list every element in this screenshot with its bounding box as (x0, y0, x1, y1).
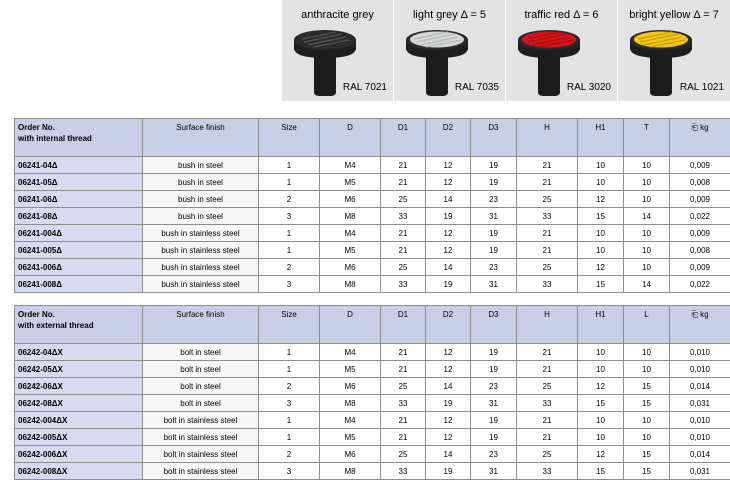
table-cell: 15 (578, 463, 624, 480)
table-cell: 2 (259, 446, 320, 463)
table-cell: 19 (471, 242, 517, 259)
table-cell: bolt in steel (143, 344, 259, 361)
table-cell: 0,009 (670, 225, 730, 242)
table-cell: 0,022 (670, 276, 730, 293)
table-cell: 1 (259, 412, 320, 429)
table-cell: 33 (381, 276, 426, 293)
table-cell: 31 (471, 208, 517, 225)
table-cell: 33 (517, 463, 578, 480)
table-cell: 10 (578, 225, 624, 242)
swatch-0 (282, 0, 394, 101)
table-cell: bush in steel (143, 157, 259, 174)
order-number-cell: 06242-004ΔX (15, 412, 143, 429)
table-cell: bolt in steel (143, 395, 259, 412)
table-cell: 33 (381, 395, 426, 412)
table-cell: 2 (259, 259, 320, 276)
swatch-name: light grey Δ = 5 (394, 9, 505, 21)
swatch-name: anthracite grey (282, 9, 393, 21)
table-cell: 12 (426, 225, 471, 242)
table-cell: 15 (578, 208, 624, 225)
order-number-cell: 06242-008ΔX (15, 463, 143, 480)
table-cell: 0,008 (670, 174, 730, 191)
table-cell: 19 (426, 208, 471, 225)
internal-thread-table (14, 118, 730, 293)
table-cell: 33 (381, 208, 426, 225)
table-header-row (15, 119, 730, 157)
table-cell: 1 (259, 225, 320, 242)
table-cell: 10 (578, 361, 624, 378)
table-cell: 15 (624, 446, 670, 463)
table-row (15, 429, 730, 446)
table-cell: bolt in stainless steel (143, 412, 259, 429)
table-cell: 12 (426, 174, 471, 191)
table-cell: 23 (471, 378, 517, 395)
table-cell: 21 (517, 412, 578, 429)
table-cell: 23 (471, 259, 517, 276)
table-cell: M6 (320, 446, 381, 463)
table-cell: 0,009 (670, 259, 730, 276)
order-number-cell: 06242-006ΔX (15, 446, 143, 463)
table-cell: 21 (381, 344, 426, 361)
header-cell: D3 (471, 119, 517, 157)
swatch-3 (618, 0, 730, 101)
table-cell: 1 (259, 174, 320, 191)
header-cell: H1 (578, 306, 624, 344)
header-label: kg (700, 310, 708, 319)
order-number-cell: 06241-008Δ (15, 276, 143, 293)
table-row (15, 395, 730, 412)
table-cell: 25 (517, 446, 578, 463)
order-number-cell: 06241-004Δ (15, 225, 143, 242)
table-cell: 10 (578, 174, 624, 191)
header-cell: D (320, 119, 381, 157)
order-number-cell: 06241-005Δ (15, 242, 143, 259)
table-cell: 12 (578, 378, 624, 395)
table-cell: bolt in stainless steel (143, 463, 259, 480)
internal-thread-table-body (15, 119, 730, 293)
table-cell: 12 (578, 446, 624, 463)
table-cell: 0,031 (670, 395, 730, 412)
header-cell (670, 119, 730, 157)
table-cell: bolt in steel (143, 361, 259, 378)
header-cell: D (320, 306, 381, 344)
header-cell: D3 (471, 306, 517, 344)
table-cell: M8 (320, 276, 381, 293)
table-row (15, 174, 730, 191)
table-cell: 25 (381, 378, 426, 395)
swatch-2 (506, 0, 618, 101)
header-cell: D2 (426, 119, 471, 157)
order-number-cell: 06242-08ΔX (15, 395, 143, 412)
external-thread-table (14, 305, 730, 480)
table-row (15, 242, 730, 259)
table-cell: 14 (426, 259, 471, 276)
header-order-no-line2: with internal thread (18, 133, 139, 144)
table-cell: M8 (320, 208, 381, 225)
external-thread-table-body (15, 306, 730, 480)
table-cell: 14 (426, 378, 471, 395)
table-cell: 0,010 (670, 361, 730, 378)
table-cell: 12 (426, 344, 471, 361)
table-cell: bush in stainless steel (143, 242, 259, 259)
swatch-ral-code: RAL 3020 (567, 82, 611, 93)
table-cell: M4 (320, 412, 381, 429)
table-cell: M6 (320, 378, 381, 395)
table-cell: 21 (381, 157, 426, 174)
table-cell: 15 (578, 395, 624, 412)
table-cell: 25 (517, 259, 578, 276)
table-cell: 14 (624, 276, 670, 293)
table-cell: 1 (259, 429, 320, 446)
header-cell: D1 (381, 119, 426, 157)
table-cell: 10 (578, 157, 624, 174)
header-cell: H (517, 119, 578, 157)
table-cell: M8 (320, 395, 381, 412)
table-cell: 21 (381, 174, 426, 191)
table-cell: M5 (320, 429, 381, 446)
weight-icon: ⎗ (691, 310, 700, 319)
order-number-cell: 06241-04Δ (15, 157, 143, 174)
color-swatch-panel (282, 0, 730, 101)
table-cell: 0,009 (670, 191, 730, 208)
table-cell: M8 (320, 463, 381, 480)
table-cell: 19 (471, 174, 517, 191)
table-row (15, 361, 730, 378)
table-cell: 19 (471, 361, 517, 378)
table-cell: M4 (320, 157, 381, 174)
table-cell: 10 (578, 242, 624, 259)
table-row (15, 378, 730, 395)
table-row (15, 259, 730, 276)
header-cell: L (624, 306, 670, 344)
table-cell: 25 (517, 191, 578, 208)
header-order-no-line1: Order No. (18, 122, 139, 133)
table-cell: 14 (426, 446, 471, 463)
header-cell: Surface finish (143, 119, 259, 157)
swatch-1 (394, 0, 506, 101)
table-cell: bolt in stainless steel (143, 446, 259, 463)
table-cell: 21 (517, 225, 578, 242)
table-cell: bush in steel (143, 191, 259, 208)
header-label: kg (700, 123, 708, 132)
table-cell: 21 (517, 157, 578, 174)
table-cell: M6 (320, 259, 381, 276)
order-number-cell: 06241-05Δ (15, 174, 143, 191)
table-cell: 21 (517, 174, 578, 191)
table-cell: 0,010 (670, 429, 730, 446)
table-cell: 31 (471, 395, 517, 412)
table-cell: 12 (426, 361, 471, 378)
order-number-cell: 06241-06Δ (15, 191, 143, 208)
table-cell: 0,008 (670, 242, 730, 259)
table-cell: 19 (471, 344, 517, 361)
table-cell: 0,014 (670, 378, 730, 395)
table-cell: 15 (624, 395, 670, 412)
header-cell (670, 306, 730, 344)
table-cell: 2 (259, 191, 320, 208)
table-cell: bush in stainless steel (143, 259, 259, 276)
header-order-no-line1: Order No. (18, 309, 139, 320)
table-row (15, 208, 730, 225)
table-cell: 33 (517, 208, 578, 225)
table-cell: 25 (381, 259, 426, 276)
table-row (15, 191, 730, 208)
table-cell: 10 (624, 429, 670, 446)
table-cell: 14 (426, 191, 471, 208)
table-cell: 19 (471, 225, 517, 242)
table-cell: 10 (624, 344, 670, 361)
table-cell: 10 (578, 429, 624, 446)
swatch-name: bright yellow Δ = 7 (618, 9, 730, 21)
table-cell: 15 (624, 378, 670, 395)
table-cell: 10 (624, 225, 670, 242)
table-cell: 1 (259, 157, 320, 174)
table-row (15, 276, 730, 293)
table-cell: 3 (259, 208, 320, 225)
table-cell: 25 (381, 446, 426, 463)
table-cell: 10 (624, 361, 670, 378)
table-row (15, 463, 730, 480)
table-cell: bolt in stainless steel (143, 429, 259, 446)
table-cell: 12 (578, 259, 624, 276)
table-cell: 21 (381, 429, 426, 446)
table-cell: 31 (471, 463, 517, 480)
table-cell: 0,031 (670, 463, 730, 480)
table-cell: 19 (471, 157, 517, 174)
table-cell: 21 (381, 225, 426, 242)
table-row (15, 344, 730, 361)
table-cell: 2 (259, 378, 320, 395)
order-number-cell: 06242-05ΔX (15, 361, 143, 378)
table-cell: 21 (381, 242, 426, 259)
table-cell: M4 (320, 225, 381, 242)
header-order-no (15, 119, 143, 157)
table-cell: 10 (624, 259, 670, 276)
table-cell: 0,010 (670, 412, 730, 429)
table-header-row (15, 306, 730, 344)
table-cell: 21 (381, 361, 426, 378)
table-row (15, 157, 730, 174)
table-cell: 31 (471, 276, 517, 293)
header-cell: T (624, 119, 670, 157)
table-cell: 10 (624, 157, 670, 174)
table-cell: 23 (471, 446, 517, 463)
table-cell: 0,022 (670, 208, 730, 225)
table-cell: 12 (426, 429, 471, 446)
table-cell: 33 (517, 395, 578, 412)
table-cell: 19 (426, 276, 471, 293)
table-cell: 21 (517, 361, 578, 378)
table-cell: 0,009 (670, 157, 730, 174)
order-number-cell: 06242-04ΔX (15, 344, 143, 361)
table-cell: M4 (320, 344, 381, 361)
order-number-cell: 06241-08Δ (15, 208, 143, 225)
table-cell: 25 (517, 378, 578, 395)
weight-icon: ⎗ (691, 123, 700, 132)
table-cell: 1 (259, 361, 320, 378)
header-order-no-line2: with external thread (18, 320, 139, 331)
order-number-cell: 06242-005ΔX (15, 429, 143, 446)
swatch-ral-code: RAL 7021 (343, 82, 387, 93)
table-cell: 1 (259, 344, 320, 361)
table-cell: M5 (320, 242, 381, 259)
order-number-cell: 06241-006Δ (15, 259, 143, 276)
table-cell: 0,010 (670, 344, 730, 361)
table-cell: bolt in steel (143, 378, 259, 395)
order-number-cell: 06242-06ΔX (15, 378, 143, 395)
table-cell: M6 (320, 191, 381, 208)
header-cell: Size (259, 119, 320, 157)
table-cell: 15 (624, 463, 670, 480)
table-cell: 10 (624, 242, 670, 259)
table-cell: 15 (578, 276, 624, 293)
table-cell: 23 (471, 191, 517, 208)
table-cell: 33 (517, 276, 578, 293)
table-cell: 10 (624, 412, 670, 429)
table-cell: M5 (320, 174, 381, 191)
swatch-ral-code: RAL 1021 (680, 82, 724, 93)
table-cell: 10 (624, 174, 670, 191)
table-row (15, 446, 730, 463)
header-cell: Surface finish (143, 306, 259, 344)
table-cell: 21 (381, 412, 426, 429)
table-cell: 25 (381, 191, 426, 208)
table-cell: bush in steel (143, 208, 259, 225)
table-cell: bush in stainless steel (143, 225, 259, 242)
header-cell: Size (259, 306, 320, 344)
table-cell: 21 (517, 344, 578, 361)
table-cell: bush in steel (143, 174, 259, 191)
swatch-name: traffic red Δ = 6 (506, 9, 617, 21)
table-cell: 3 (259, 276, 320, 293)
table-row (15, 412, 730, 429)
header-cell: H1 (578, 119, 624, 157)
table-cell: 0,014 (670, 446, 730, 463)
table-cell: 12 (426, 242, 471, 259)
table-cell: 10 (578, 344, 624, 361)
table-cell: 3 (259, 395, 320, 412)
table-cell: 19 (471, 412, 517, 429)
table-row (15, 225, 730, 242)
table-cell: 14 (624, 208, 670, 225)
table-cell: 10 (624, 191, 670, 208)
table-cell: M5 (320, 361, 381, 378)
table-cell: bush in stainless steel (143, 276, 259, 293)
header-cell: H (517, 306, 578, 344)
table-cell: 12 (426, 412, 471, 429)
swatch-ral-code: RAL 7035 (455, 82, 499, 93)
table-cell: 3 (259, 463, 320, 480)
table-cell: 21 (517, 429, 578, 446)
table-cell: 19 (426, 395, 471, 412)
table-cell: 12 (426, 157, 471, 174)
table-cell: 12 (578, 191, 624, 208)
header-cell: D2 (426, 306, 471, 344)
table-cell: 19 (426, 463, 471, 480)
header-cell: D1 (381, 306, 426, 344)
table-cell: 19 (471, 429, 517, 446)
table-cell: 33 (381, 463, 426, 480)
table-cell: 10 (578, 412, 624, 429)
table-cell: 21 (517, 242, 578, 259)
table-cell: 1 (259, 242, 320, 259)
header-order-no (15, 306, 143, 344)
